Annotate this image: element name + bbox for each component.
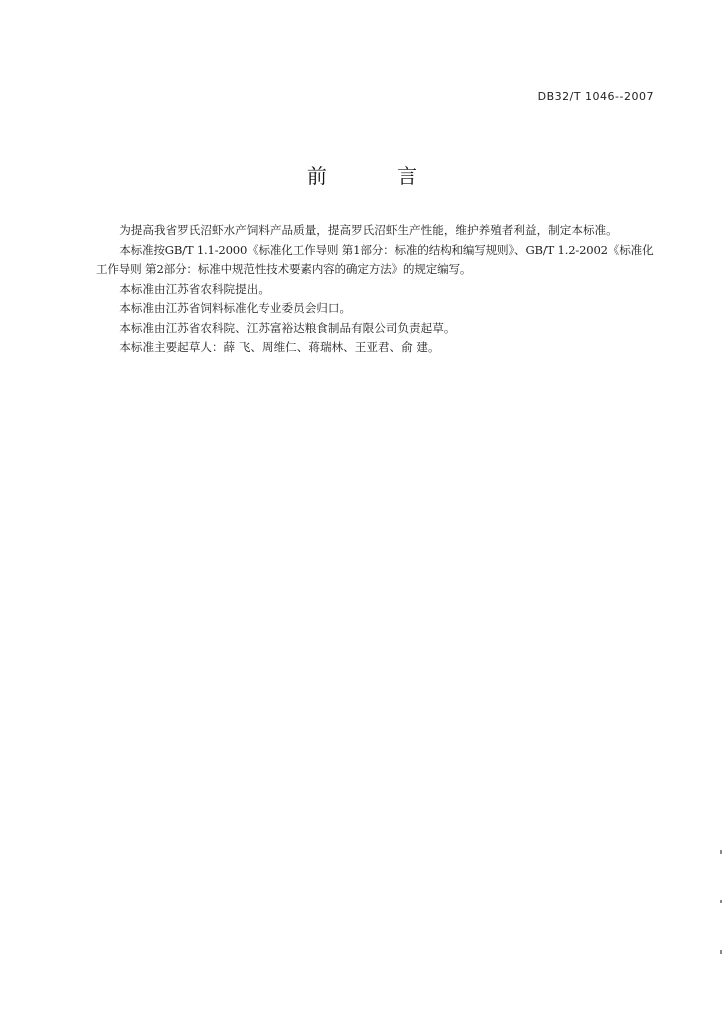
page-title: 前 言 — [306, 164, 450, 188]
document-code: DB32/T 1046--2007 — [537, 90, 654, 103]
scan-edge-mark — [720, 900, 722, 903]
paragraph-administrator: 本标准由江苏省饲料标准化专业委员会归口。 — [119, 301, 352, 315]
scan-edge-mark — [720, 850, 722, 854]
paragraph-drafters: 本标准主要起草人：薛 飞、周维仁、蒋瑞林、王亚君、俞 建。 — [119, 340, 440, 354]
foreword-body — [96, 221, 658, 358]
paragraph-proposer: 本标准由江苏省农科院提出。 — [119, 281, 270, 296]
paragraph-drafting-org: 本标准由江苏省农科院、江苏富裕达粮食制品有限公司负责起草。 — [119, 320, 456, 335]
paragraph-drafting-rules: 本标准按GB/T 1.1-2000《标准化工作导则 第1部分：标准的结构和编写规则》、GB/T 1.2-2002《标准化工作导则 第2部分：标准中规范性技术要素内容的确定方法》的规定编写。 — [96, 242, 654, 276]
scan-edge-mark — [720, 950, 722, 954]
paragraph-purpose: 为提高我省罗氏沼虾水产饲料产品质量，提高罗氏沼虾生产性能，维护养殖者利益，制定本标准。 — [119, 223, 618, 237]
